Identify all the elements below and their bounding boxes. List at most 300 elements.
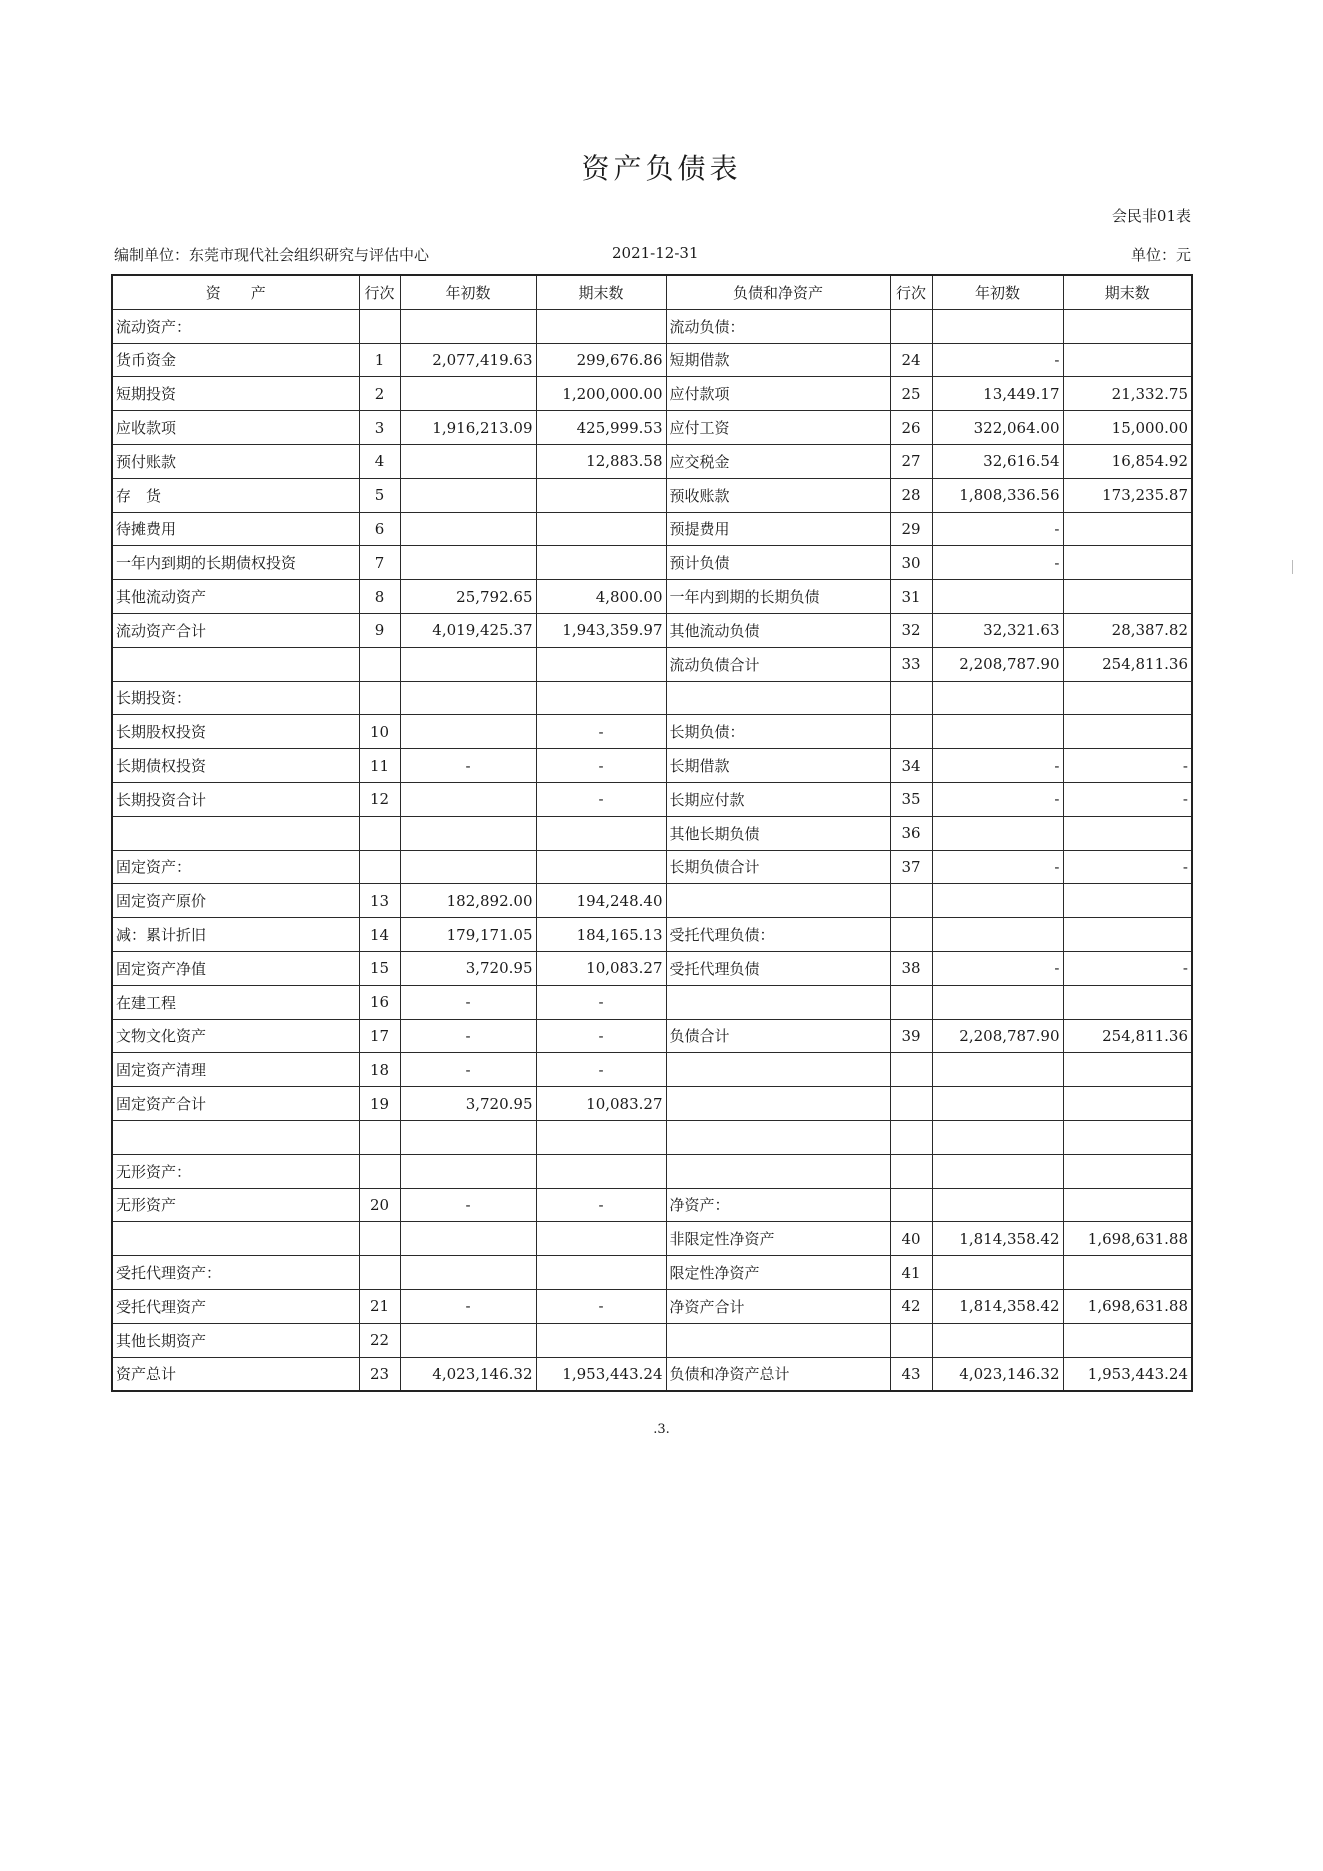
- liability-closing: 1,698,631.88: [1063, 1222, 1192, 1256]
- liability-opening: 32,321.63: [932, 613, 1063, 647]
- liability-opening: [932, 1323, 1063, 1357]
- asset-closing: -: [536, 1289, 666, 1323]
- header-closing: 期末数: [1063, 275, 1192, 309]
- asset-closing: 4,800.00: [536, 580, 666, 614]
- liability-closing: 254,811.36: [1063, 647, 1192, 681]
- asset-line-no: 9: [359, 613, 400, 647]
- liability-line-no: 41: [890, 1256, 932, 1290]
- asset-line-no: 11: [359, 749, 400, 783]
- asset-closing: 10,083.27: [536, 951, 666, 985]
- asset-opening: -: [400, 1019, 536, 1053]
- asset-label: 长期股权投资: [112, 715, 359, 749]
- header-opening: 年初数: [400, 275, 536, 309]
- asset-label: 预付账款: [112, 444, 359, 478]
- asset-opening: [400, 512, 536, 546]
- liability-opening: [932, 580, 1063, 614]
- liability-opening: 1,814,358.42: [932, 1222, 1063, 1256]
- liability-opening: 322,064.00: [932, 411, 1063, 445]
- table-row: [112, 478, 1192, 512]
- liability-line-no: [890, 1087, 932, 1121]
- table-row: [112, 377, 1192, 411]
- liability-closing: 1,953,443.24: [1063, 1357, 1192, 1391]
- asset-label: [112, 1222, 359, 1256]
- liability-closing: [1063, 884, 1192, 918]
- liability-opening: [932, 985, 1063, 1019]
- liability-line-no: 42: [890, 1289, 932, 1323]
- asset-label: 固定资产净值: [112, 951, 359, 985]
- liability-closing: 21,332.75: [1063, 377, 1192, 411]
- asset-opening: [400, 1222, 536, 1256]
- liability-line-no: 43: [890, 1357, 932, 1391]
- table-row: [112, 985, 1192, 1019]
- asset-closing: [536, 1323, 666, 1357]
- liability-closing: -: [1063, 951, 1192, 985]
- table-row: [112, 1256, 1192, 1290]
- liability-line-no: [890, 309, 932, 343]
- asset-opening: 182,892.00: [400, 884, 536, 918]
- asset-line-no: 4: [359, 444, 400, 478]
- asset-label: 货币资金: [112, 343, 359, 377]
- preparer-unit: 编制单位：东莞市现代社会组织研究与评估中心: [114, 246, 430, 264]
- currency-unit: 单位：元: [1130, 246, 1191, 264]
- asset-closing: -: [536, 782, 666, 816]
- asset-label: 其他流动资产: [112, 580, 359, 614]
- table-body: [112, 309, 1192, 1391]
- asset-closing: -: [536, 1188, 666, 1222]
- liability-opening: [932, 918, 1063, 952]
- asset-line-no: [359, 1222, 400, 1256]
- asset-closing: 10,083.27: [536, 1087, 666, 1121]
- liability-opening: [932, 1256, 1063, 1290]
- asset-closing: [536, 309, 666, 343]
- asset-line-no: [359, 816, 400, 850]
- liability-opening: [932, 884, 1063, 918]
- liability-label: 净资产合计: [666, 1289, 890, 1323]
- table-row: [112, 749, 1192, 783]
- asset-opening: [400, 681, 536, 715]
- liability-label: 负债和净资产总计: [666, 1357, 890, 1391]
- liability-label: [666, 1323, 890, 1357]
- asset-line-no: 23: [359, 1357, 400, 1391]
- asset-label: 一年内到期的长期债权投资: [112, 546, 359, 580]
- asset-label: 减：累计折旧: [112, 918, 359, 952]
- asset-label: [112, 647, 359, 681]
- liability-closing: [1063, 1087, 1192, 1121]
- asset-line-no: [359, 850, 400, 884]
- liability-line-no: [890, 884, 932, 918]
- asset-label: 流动资产合计: [112, 613, 359, 647]
- liability-line-no: 29: [890, 512, 932, 546]
- table-row: [112, 715, 1192, 749]
- liability-opening: 32,616.54: [932, 444, 1063, 478]
- header-liabilities: 负债和净资产: [666, 275, 890, 309]
- table-row: [112, 816, 1192, 850]
- liability-line-no: 35: [890, 782, 932, 816]
- liability-closing: [1063, 985, 1192, 1019]
- table-row: [112, 546, 1192, 580]
- liability-label: 长期负债：: [666, 715, 890, 749]
- asset-label: 固定资产清理: [112, 1053, 359, 1087]
- table-row: [112, 343, 1192, 377]
- asset-label: 受托代理资产: [112, 1289, 359, 1323]
- liability-label: 非限定性净资产: [666, 1222, 890, 1256]
- asset-closing: 1,200,000.00: [536, 377, 666, 411]
- liability-label: [666, 1053, 890, 1087]
- asset-line-no: 22: [359, 1323, 400, 1357]
- asset-line-no: 17: [359, 1019, 400, 1053]
- liability-opening: 1,808,336.56: [932, 478, 1063, 512]
- liability-line-no: 28: [890, 478, 932, 512]
- asset-opening: [400, 444, 536, 478]
- liability-closing: -: [1063, 782, 1192, 816]
- liability-closing: [1063, 1053, 1192, 1087]
- liability-closing: 15,000.00: [1063, 411, 1192, 445]
- liability-label: 其他长期负债: [666, 816, 890, 850]
- liability-label: [666, 1154, 890, 1188]
- asset-label: 长期投资合计: [112, 782, 359, 816]
- header-assets: 资 产: [112, 275, 359, 309]
- asset-opening: [400, 377, 536, 411]
- liability-opening: 13,449.17: [932, 377, 1063, 411]
- asset-opening: 4,019,425.37: [400, 613, 536, 647]
- asset-label: 资产总计: [112, 1357, 359, 1391]
- liability-opening: [932, 681, 1063, 715]
- liability-label: 应付工资: [666, 411, 890, 445]
- asset-line-no: 14: [359, 918, 400, 952]
- asset-label: 固定资产原价: [112, 884, 359, 918]
- table-row: [112, 1154, 1192, 1188]
- asset-closing: -: [536, 715, 666, 749]
- asset-closing: 194,248.40: [536, 884, 666, 918]
- table-row: [112, 1188, 1192, 1222]
- liability-opening: [932, 1087, 1063, 1121]
- liability-line-no: 30: [890, 546, 932, 580]
- report-date: 2021-12-31: [612, 244, 699, 262]
- asset-line-no: [359, 1256, 400, 1290]
- liability-line-no: 36: [890, 816, 932, 850]
- page-number: .3.: [653, 1422, 670, 1437]
- asset-closing: 425,999.53: [536, 411, 666, 445]
- asset-opening: [400, 546, 536, 580]
- asset-closing: 1,943,359.97: [536, 613, 666, 647]
- liability-closing: [1063, 1256, 1192, 1290]
- liability-closing: -: [1063, 749, 1192, 783]
- asset-closing: [536, 1222, 666, 1256]
- liability-line-no: [890, 681, 932, 715]
- asset-line-no: 15: [359, 951, 400, 985]
- asset-label: 文物文化资产: [112, 1019, 359, 1053]
- asset-line-no: [359, 647, 400, 681]
- table-row: [112, 580, 1192, 614]
- scan-mark: [1292, 560, 1293, 574]
- table-row: [112, 613, 1192, 647]
- asset-opening: [400, 1323, 536, 1357]
- asset-closing: [536, 546, 666, 580]
- liability-closing: 254,811.36: [1063, 1019, 1192, 1053]
- asset-label: 无形资产: [112, 1188, 359, 1222]
- table-row: [112, 1357, 1192, 1391]
- header-opening: 年初数: [932, 275, 1063, 309]
- asset-line-no: 5: [359, 478, 400, 512]
- table-row: [112, 309, 1192, 343]
- liability-line-no: 33: [890, 647, 932, 681]
- asset-closing: 299,676.86: [536, 343, 666, 377]
- liability-opening: -: [932, 749, 1063, 783]
- asset-closing: [536, 1256, 666, 1290]
- asset-opening: -: [400, 1289, 536, 1323]
- liability-opening: 1,814,358.42: [932, 1289, 1063, 1323]
- asset-label: [112, 816, 359, 850]
- asset-closing: [536, 681, 666, 715]
- liability-closing: [1063, 918, 1192, 952]
- asset-closing: [536, 478, 666, 512]
- liability-closing: [1063, 1323, 1192, 1357]
- liability-line-no: 25: [890, 377, 932, 411]
- liability-opening: [932, 1053, 1063, 1087]
- liability-label: [666, 985, 890, 1019]
- form-number: 会民非01表: [1111, 207, 1191, 225]
- liability-opening: -: [932, 343, 1063, 377]
- asset-closing: -: [536, 749, 666, 783]
- liability-closing: [1063, 546, 1192, 580]
- table-row: [112, 951, 1192, 985]
- liability-opening: 4,023,146.32: [932, 1357, 1063, 1391]
- header-line-no: 行次: [890, 275, 932, 309]
- document-title: 资产负债表: [581, 152, 742, 185]
- asset-label: 受托代理资产：: [112, 1256, 359, 1290]
- liability-opening: [932, 1188, 1063, 1222]
- liability-closing: [1063, 1154, 1192, 1188]
- table-row: [112, 1323, 1192, 1357]
- asset-closing: 12,883.58: [536, 444, 666, 478]
- table-row: [112, 918, 1192, 952]
- asset-line-no: 19: [359, 1087, 400, 1121]
- liability-opening: -: [932, 850, 1063, 884]
- liability-line-no: [890, 1154, 932, 1188]
- liability-line-no: 34: [890, 749, 932, 783]
- asset-line-no: [359, 681, 400, 715]
- liability-line-no: [890, 1053, 932, 1087]
- liability-line-no: [890, 918, 932, 952]
- asset-opening: 1,916,213.09: [400, 411, 536, 445]
- liability-line-no: 26: [890, 411, 932, 445]
- asset-opening: -: [400, 985, 536, 1019]
- table-row: [112, 1053, 1192, 1087]
- asset-label: 无形资产：: [112, 1154, 359, 1188]
- header-row: [112, 275, 1192, 309]
- asset-line-no: 3: [359, 411, 400, 445]
- liability-opening: [932, 309, 1063, 343]
- asset-opening: [400, 1256, 536, 1290]
- table-row: [112, 1222, 1192, 1256]
- asset-opening: 3,720.95: [400, 951, 536, 985]
- liability-label: 受托代理负债: [666, 951, 890, 985]
- liability-label: 负债合计: [666, 1019, 890, 1053]
- asset-opening: -: [400, 1053, 536, 1087]
- asset-line-no: 13: [359, 884, 400, 918]
- asset-label: 应收款项: [112, 411, 359, 445]
- liability-closing: [1063, 343, 1192, 377]
- asset-label: 固定资产：: [112, 850, 359, 884]
- asset-opening: [400, 850, 536, 884]
- liability-closing: [1063, 580, 1192, 614]
- liability-closing: [1063, 681, 1192, 715]
- liability-line-no: 32: [890, 613, 932, 647]
- liability-label: 其他流动负债: [666, 613, 890, 647]
- liability-line-no: [890, 1323, 932, 1357]
- liability-label: 流动负债合计: [666, 647, 890, 681]
- header-line-no: 行次: [359, 275, 400, 309]
- liability-label: 长期借款: [666, 749, 890, 783]
- asset-closing: [536, 512, 666, 546]
- table-row: [112, 411, 1192, 445]
- asset-label: 存 货: [112, 478, 359, 512]
- asset-label: 流动资产：: [112, 309, 359, 343]
- asset-label: [112, 1120, 359, 1154]
- asset-closing: 184,165.13: [536, 918, 666, 952]
- liability-closing: [1063, 309, 1192, 343]
- asset-line-no: 7: [359, 546, 400, 580]
- asset-label: 固定资产合计: [112, 1087, 359, 1121]
- asset-line-no: 20: [359, 1188, 400, 1222]
- liability-opening: 2,208,787.90: [932, 1019, 1063, 1053]
- liability-label: 应付款项: [666, 377, 890, 411]
- liability-label: [666, 884, 890, 918]
- liability-line-no: 40: [890, 1222, 932, 1256]
- liability-opening: [932, 715, 1063, 749]
- liability-closing: 1,698,631.88: [1063, 1289, 1192, 1323]
- liability-label: 预提费用: [666, 512, 890, 546]
- liability-closing: -: [1063, 850, 1192, 884]
- asset-line-no: 1: [359, 343, 400, 377]
- table-row: [112, 647, 1192, 681]
- liability-label: 净资产：: [666, 1188, 890, 1222]
- liability-closing: [1063, 1120, 1192, 1154]
- asset-line-no: [359, 1120, 400, 1154]
- asset-closing: -: [536, 1019, 666, 1053]
- liability-closing: [1063, 715, 1192, 749]
- liability-opening: -: [932, 546, 1063, 580]
- liability-label: 短期借款: [666, 343, 890, 377]
- liability-label: 一年内到期的长期负债: [666, 580, 890, 614]
- asset-closing: [536, 647, 666, 681]
- asset-line-no: [359, 309, 400, 343]
- asset-line-no: [359, 1154, 400, 1188]
- balance-sheet-table: [111, 274, 1193, 1392]
- asset-opening: [400, 478, 536, 512]
- asset-line-no: 21: [359, 1289, 400, 1323]
- asset-line-no: 12: [359, 782, 400, 816]
- liability-closing: [1063, 1188, 1192, 1222]
- liability-label: 应交税金: [666, 444, 890, 478]
- liability-label: 受托代理负债：: [666, 918, 890, 952]
- asset-line-no: 6: [359, 512, 400, 546]
- asset-closing: [536, 816, 666, 850]
- table-row: [112, 1087, 1192, 1121]
- liability-line-no: 38: [890, 951, 932, 985]
- asset-opening: 4,023,146.32: [400, 1357, 536, 1391]
- table-row: [112, 681, 1192, 715]
- table-row: [112, 884, 1192, 918]
- liability-line-no: [890, 1188, 932, 1222]
- asset-line-no: 10: [359, 715, 400, 749]
- asset-line-no: 2: [359, 377, 400, 411]
- liability-line-no: [890, 985, 932, 1019]
- asset-opening: [400, 1154, 536, 1188]
- liability-label: 流动负债：: [666, 309, 890, 343]
- liability-opening: [932, 1120, 1063, 1154]
- asset-label: 长期投资：: [112, 681, 359, 715]
- asset-opening: -: [400, 749, 536, 783]
- table-row: [112, 512, 1192, 546]
- asset-opening: [400, 816, 536, 850]
- liability-label: 预收账款: [666, 478, 890, 512]
- liability-opening: 2,208,787.90: [932, 647, 1063, 681]
- asset-label: 其他长期资产: [112, 1323, 359, 1357]
- asset-closing: [536, 1120, 666, 1154]
- asset-label: 待摊费用: [112, 512, 359, 546]
- liability-closing: 28,387.82: [1063, 613, 1192, 647]
- liability-line-no: 37: [890, 850, 932, 884]
- liability-opening: -: [932, 951, 1063, 985]
- asset-line-no: 18: [359, 1053, 400, 1087]
- liability-label: 预计负债: [666, 546, 890, 580]
- liability-closing: [1063, 512, 1192, 546]
- asset-opening: [400, 715, 536, 749]
- asset-opening: 2,077,419.63: [400, 343, 536, 377]
- asset-line-no: 16: [359, 985, 400, 1019]
- asset-label: 长期债权投资: [112, 749, 359, 783]
- liability-line-no: [890, 1120, 932, 1154]
- table-row: [112, 850, 1192, 884]
- table-row: [112, 1289, 1192, 1323]
- liability-label: [666, 1087, 890, 1121]
- asset-opening: 179,171.05: [400, 918, 536, 952]
- asset-line-no: 8: [359, 580, 400, 614]
- liability-label: [666, 1120, 890, 1154]
- asset-opening: [400, 782, 536, 816]
- liability-opening: -: [932, 782, 1063, 816]
- liability-label: 限定性净资产: [666, 1256, 890, 1290]
- liability-line-no: 31: [890, 580, 932, 614]
- liability-closing: [1063, 816, 1192, 850]
- asset-closing: -: [536, 985, 666, 1019]
- asset-closing: [536, 850, 666, 884]
- liability-opening: [932, 1154, 1063, 1188]
- liability-opening: -: [932, 512, 1063, 546]
- asset-label: 短期投资: [112, 377, 359, 411]
- header-closing: 期末数: [536, 275, 666, 309]
- asset-closing: [536, 1154, 666, 1188]
- table-row: [112, 1019, 1192, 1053]
- liability-closing: 173,235.87: [1063, 478, 1192, 512]
- liability-line-no: 39: [890, 1019, 932, 1053]
- asset-opening: [400, 647, 536, 681]
- liability-line-no: 24: [890, 343, 932, 377]
- table-row: [112, 782, 1192, 816]
- asset-opening: [400, 1120, 536, 1154]
- liability-opening: [932, 816, 1063, 850]
- asset-label: 在建工程: [112, 985, 359, 1019]
- liability-line-no: 27: [890, 444, 932, 478]
- liability-label: [666, 681, 890, 715]
- liability-label: 长期应付款: [666, 782, 890, 816]
- table-row: [112, 444, 1192, 478]
- asset-closing: 1,953,443.24: [536, 1357, 666, 1391]
- liability-line-no: [890, 715, 932, 749]
- liability-label: 长期负债合计: [666, 850, 890, 884]
- table-row: [112, 1120, 1192, 1154]
